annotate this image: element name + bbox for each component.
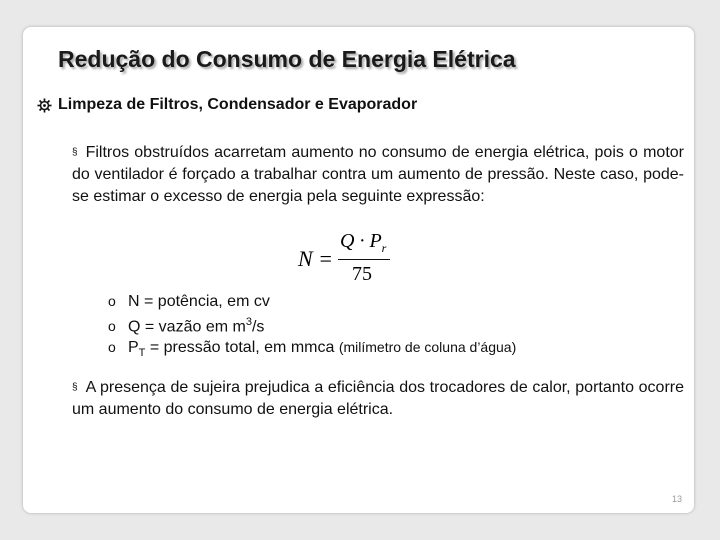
definition-item: o Q = vazão em $m^3/s$ — [108, 316, 265, 336]
circle-bullet: o — [108, 339, 116, 356]
power-formula — [298, 228, 398, 288]
definition-item: o $P_T$ = pressão total, em mmca (milímetro de coluna d’água) — [108, 339, 517, 360]
page-number: 13 — [672, 494, 683, 504]
square-bullet: § — [72, 147, 78, 158]
paragraph-filters-text: Filtros obstruídos acarretam aumento no consumo de energia elétrica, pois o motor do ventilador é forçado a trabalhar contra um aumento de pressão. Neste caso, pode-se estimar o excesso de energia pela seguinte expressão: — [72, 144, 684, 205]
paragraph-filters — [72, 142, 684, 208]
circle-bullet: o — [108, 293, 116, 309]
fraction-bar — [338, 259, 390, 260]
paragraph-dirt — [72, 377, 684, 421]
slide-title: Redução do Consumo de Energia Elétrica — [58, 46, 516, 72]
section-heading-text: Limpeza de Filtros, Condensador e Evaporador — [58, 96, 418, 113]
square-bullet: § — [72, 382, 78, 393]
paragraph-dirt-text: A presença de sujeira prejudica a eficiência dos trocadores de calor, portanto ocorre um aumento do consumo de energia elétrica. — [72, 379, 684, 418]
section-heading — [37, 96, 417, 114]
formula-numerator: $Q \cdot P_r$ — [340, 230, 387, 255]
gear-bullet-icon — [37, 98, 52, 113]
formula-lhs: N = — [298, 246, 334, 271]
formula-denominator: 75 — [352, 263, 372, 285]
definition-item: o N = potência, em cv — [108, 293, 270, 310]
definitions-list — [108, 291, 516, 364]
circle-bullet: o — [108, 318, 116, 335]
